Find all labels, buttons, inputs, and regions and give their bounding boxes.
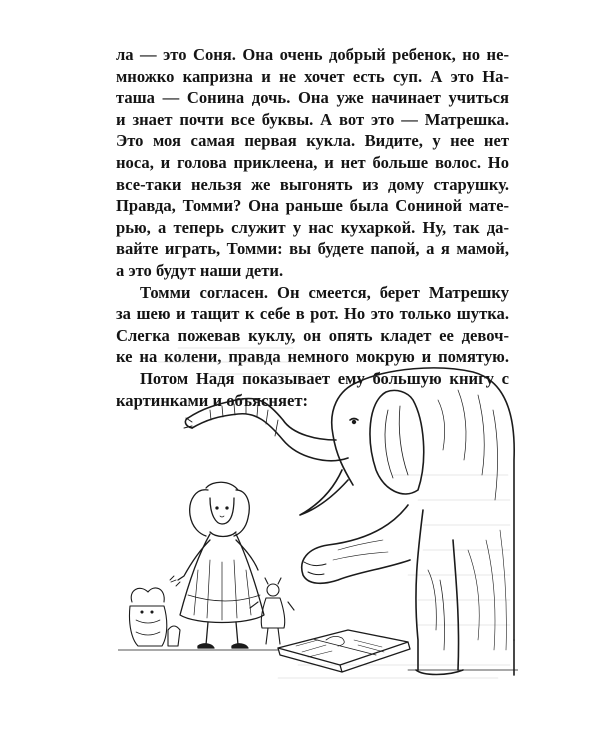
text-line: Потом Надя показывает ему большую книгу с — [140, 368, 509, 388]
illustration-drawing — [118, 340, 518, 685]
text-line: рью, а теперь служит у нас кухаркой. Ну, так да- — [116, 217, 509, 237]
background-hatching — [158, 348, 510, 678]
text-line: Слегка пожевав куклу, он опять кладет ее девоч- — [116, 325, 509, 345]
text-line: таша — Сонина дочь. Она уже начинает учиться — [116, 88, 509, 108]
text-line: Это моя самая первая кукла. Видите, у нее нет — [116, 131, 509, 151]
text-line: множко капризна и не хочет есть суп. А это На- — [116, 66, 509, 86]
elephant-icon — [184, 368, 514, 675]
text-line: ла — это Соня. Она очень добрый ребенок, но не- — [116, 45, 509, 64]
text-line: носа, и голова приклеена, и нет больше волос. Но — [116, 152, 509, 172]
open-book-icon — [278, 630, 410, 672]
text-line: Томми согласен. Он смеется, берет Матрешку — [140, 282, 509, 302]
text-line: и знает почти все буквы. А вот это — Матрешка. — [116, 109, 509, 129]
girl-icon — [170, 482, 264, 648]
text-line: а это будут наши дети. — [116, 260, 284, 280]
paragraph-1 — [116, 44, 509, 282]
text-line: ке на колени, правда немного мокрую и помятую. — [116, 347, 509, 367]
text-line: за шею и тащит к себе в рот. Но это только шутка. — [116, 304, 509, 324]
illustration — [118, 340, 518, 685]
text-line: вайте играть, Томми: вы будете папой, а я мамой, — [116, 239, 509, 259]
toys-icon — [129, 588, 180, 646]
text-line: картинками и объясняет: — [116, 390, 308, 410]
text-line: все-таки нельзя же выгонять из дому старушку. — [116, 174, 509, 194]
text-line: Правда, Томми? Она раньше была Сониной мате- — [116, 196, 509, 216]
